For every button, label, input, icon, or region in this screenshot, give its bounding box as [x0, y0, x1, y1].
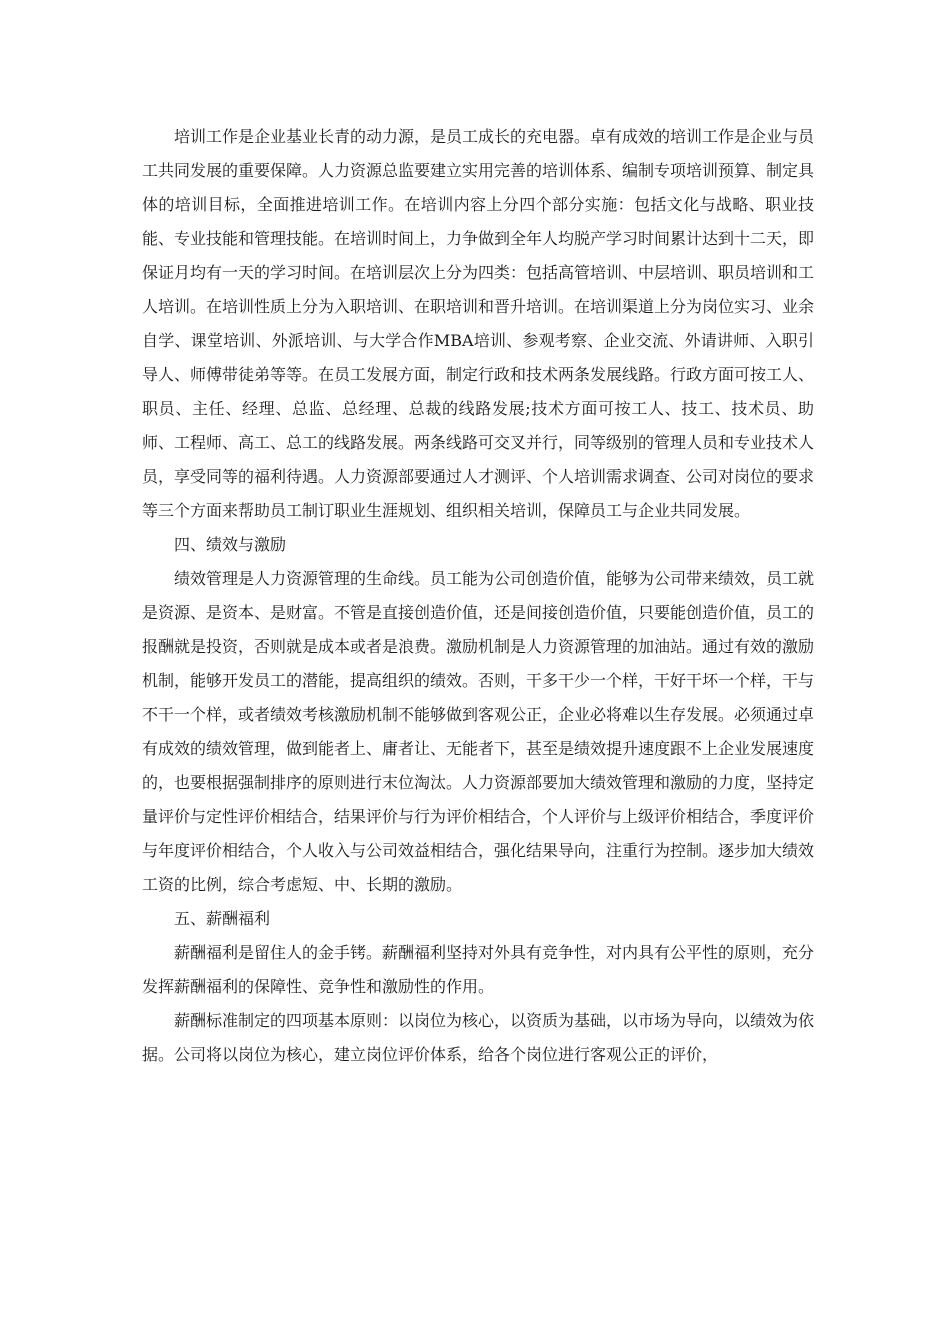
paragraph-training: 培训工作是企业基业长青的动力源，是员工成长的充电器。卓有成效的培训工作是企业与员工共同发展的重要保障。人力资源总监要建立实用完善的培训体系、编制专项培训预算、制定具体的培训目标，全面推进培训工作。在培训内容上分四个部分实施：包括文化与战略、职业技能、专业技能和管理技能。在培训时间上，力争做到全年人均脱产学习时间累计达到十二天，即保证月均有一天的学习时间。在培训层次上分为四类：包括高管培训、中层培训、职员培训和工人培训。在培训性质上分为入职培训、在职培训和晋升培训。在培训渠道上分为岗位实习、业余自学、课堂培训、外派培训、与大学合作MBA培训、参观考察、企业交流、外请讲师、入职引导人、师傅带徒弟等等。在员工发展方面，制定行政和技术两条发展线路。行政方面可按工人、职员、主任、经理、总监、总经理、总裁的线路发展;技术方面可按工人、技工、技术员、助师、工程师、高工、总工的线路发展。两条线路可交叉并行，同等级别的管理人员和专业技术人员，享受同等的福利待遇。人力资源部要通过人才测评、个人培训需求调查、公司对岗位的要求等三个方面来帮助员工制订职业生涯规划、组织相关培训，保障员工与企业共同发展。: [142, 127, 815, 520]
document-body: [142, 120, 814, 1072]
paragraph-compensation-principles: 薪酬标准制定的四项基本原则：以岗位为核心，以资质为基础，以市场为导向，以绩效为依据。公司将以岗位为核心，建立岗位评价体系，给各个岗位进行客观公正的评价，: [142, 1011, 815, 1064]
section-heading-performance: 四、绩效与激励: [174, 535, 287, 554]
paragraph-compensation-intro: 薪酬福利是留住人的金手铐。薪酬福利坚持对外具有竞争性，对内具有公平性的原则，充分发挥薪酬福利的保障性、竞争性和激励性的作用。: [142, 943, 815, 996]
section-heading-compensation: 五、薪酬福利: [174, 909, 271, 928]
paragraph-performance: 绩效管理是人力资源管理的生命线。员工能为公司创造价值，能够为公司带来绩效，员工就是资源、是资本、是财富。不管是直接创造价值，还是间接创造价值，只要能创造价值，员工的报酬就是投资，否则就是成本或者是浪费。激励机制是人力资源管理的加油站。通过有效的激励机制，能够开发员工的潜能，提高组织的绩效。否则，干多干少一个样，干好干坏一个样，干与不干一个样，或者绩效考核激励机制不能够做到客观公正，企业必将难以生存发展。必须通过卓有成效的绩效管理，做到能者上、庸者让、无能者下，甚至是绩效提升速度跟不上企业发展速度的，也要根据强制排序的原则进行末位淘汰。人力资源部要加大绩效管理和激励的力度，坚持定量评价与定性评价相结合，结果评价与行为评价相结合，个人评价与上级评价相结合，季度评价与年度评价相结合，个人收入与公司效益相结合，强化结果导向，注重行为控制。逐步加大绩效工资的比例，综合考虑短、中、长期的激励。: [142, 569, 815, 894]
